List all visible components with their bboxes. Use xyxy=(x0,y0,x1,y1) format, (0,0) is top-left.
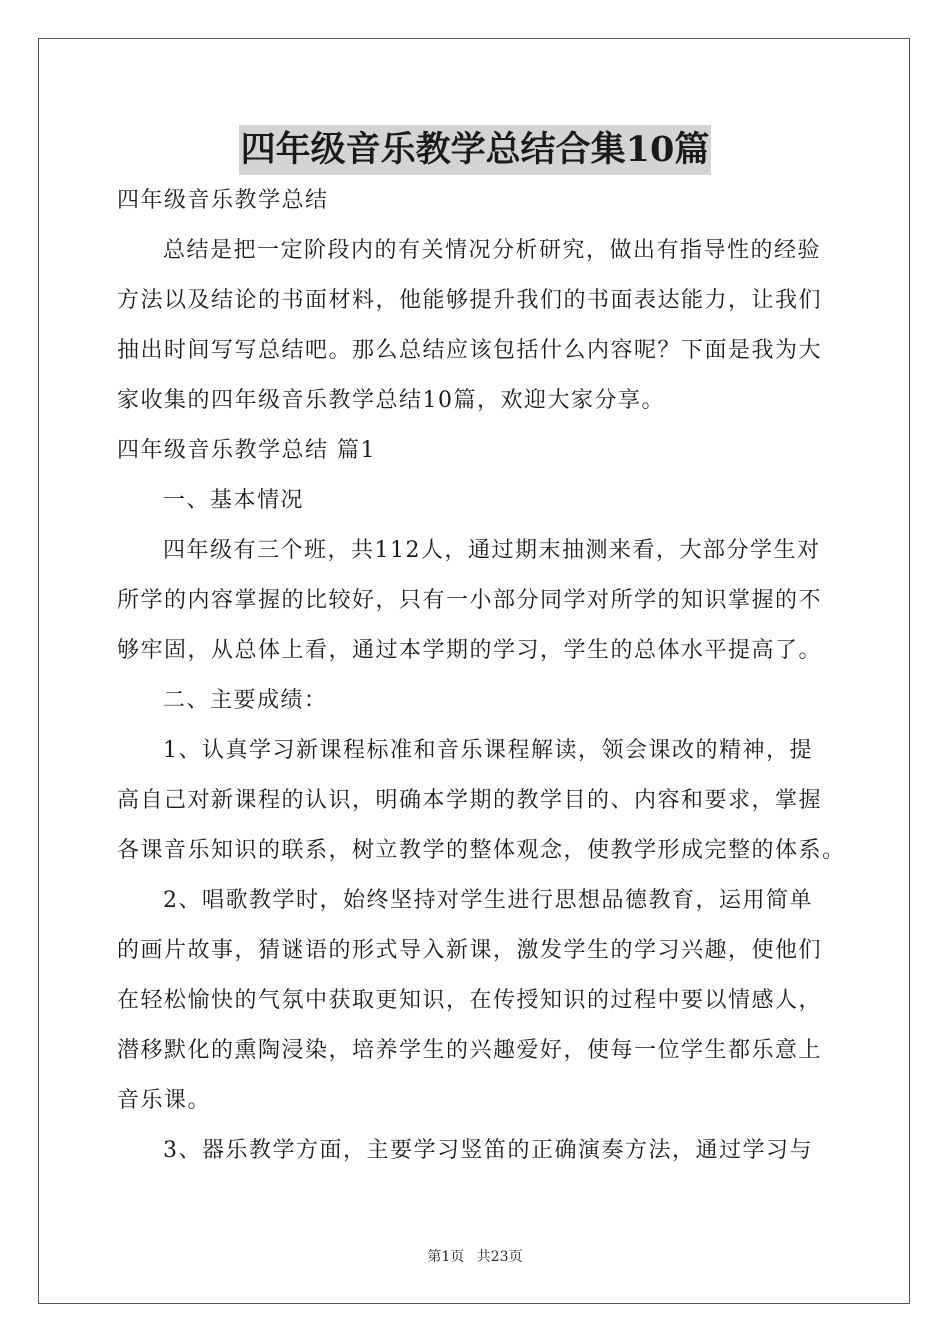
paragraph-line: 够牢固，从总体上看，通过本学期的学习，学生的总体水平提高了。 xyxy=(117,638,823,663)
subsection-heading: 二、主要成绩： xyxy=(163,688,328,713)
document-body xyxy=(117,176,846,1176)
section-heading: 四年级音乐教学总结 xyxy=(117,188,329,213)
paragraph-line: 的画片故事，猜谜语的形式导入新课，激发学生的学习兴趣，使他们 xyxy=(117,938,823,963)
subsection-heading: 一、基本情况 xyxy=(163,488,305,513)
paragraph-line: 高自己对新课程的认识，明确本学期的教学目的、内容和要求，掌握 xyxy=(117,788,823,813)
paragraph-line: 方法以及结论的书面材料，他能够提升我们的书面表达能力，让我们 xyxy=(117,288,823,313)
paragraph-line: 1、认真学习新课程标准和音乐课程解读，领会课改的精神，提 xyxy=(163,738,813,763)
paragraph-line: 所学的内容掌握的比较好，只有一小部分同学对所学的知识掌握的不 xyxy=(117,588,823,613)
title-container xyxy=(0,125,950,175)
paragraph-line: 抽出时间写写总结吧。那么总结应该包括什么内容呢？下面是我为大 xyxy=(117,338,823,363)
paragraph-line: 各课音乐知识的联系，树立教学的整体观念，使教学形成完整的体系。 xyxy=(117,838,846,863)
paragraph-line: 2、唱歌教学时，始终坚持对学生进行思想品德教育，运用简单 xyxy=(163,888,813,913)
paragraph-line: 3、器乐教学方面，主要学习竖笛的正确演奏方法，通过学习与 xyxy=(163,1138,813,1163)
paragraph-line: 四年级有三个班，共112人，通过期末抽测来看，大部分学生对 xyxy=(163,538,821,563)
paragraph-line: 潜移默化的熏陶浸染，培养学生的兴趣爱好，使每一位学生都乐意上 xyxy=(117,1038,823,1063)
paragraph-line: 音乐课。 xyxy=(117,1088,212,1113)
page-number: 第1页 xyxy=(427,1249,465,1265)
document-title: 四年级音乐教学总结合集10篇 xyxy=(239,125,712,175)
page-total: 共23页 xyxy=(476,1249,523,1265)
paragraph-line: 总结是把一定阶段内的有关情况分析研究，做出有指导性的经验 xyxy=(163,238,822,263)
section-heading: 四年级音乐教学总结 篇1 xyxy=(117,438,376,463)
paragraph-line: 家收集的四年级音乐教学总结10篇，欢迎大家分享。 xyxy=(117,388,665,413)
page-footer xyxy=(0,1246,950,1266)
paragraph-line: 在轻松愉快的气氛中获取更知识，在传授知识的过程中要以情感人， xyxy=(117,988,823,1013)
